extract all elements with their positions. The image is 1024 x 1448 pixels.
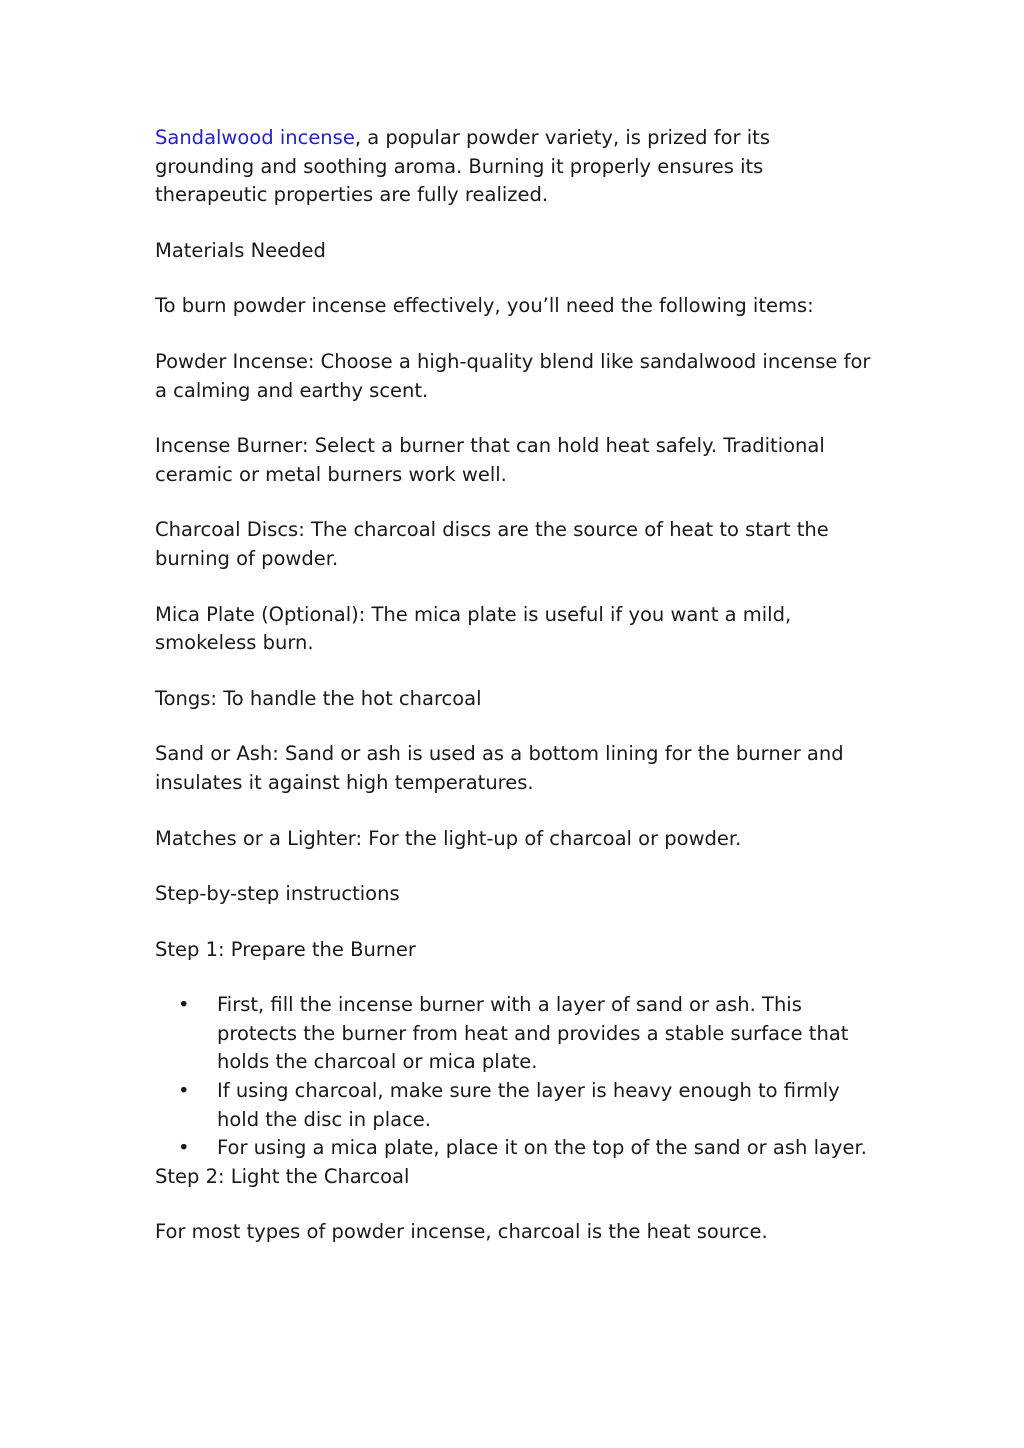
material-term: Tongs: xyxy=(155,686,217,710)
materials-intro: To burn powder incense effectively, you’ll need the following items: xyxy=(155,294,814,318)
material-item-sand-or-ash xyxy=(155,740,875,797)
material-item-charcoal-discs xyxy=(155,516,875,573)
document-body xyxy=(155,124,875,1274)
material-item-mica-plate xyxy=(155,601,875,658)
materials-heading: Materials Needed xyxy=(155,238,326,262)
material-text: To handle the hot charcoal xyxy=(217,686,482,710)
intro-paragraph xyxy=(155,124,875,210)
material-term: Matches or a Lighter: xyxy=(155,826,363,850)
material-item-matches-or-lighter xyxy=(155,825,875,854)
material-term: Mica Plate (Optional): xyxy=(155,602,366,626)
material-term: Charcoal Discs: xyxy=(155,518,305,542)
list-item: • For using a mica plate, place it on the top of the sand or ash layer. xyxy=(209,1134,875,1163)
material-text: The charcoal discs are the source of heat to start the burning of powder. xyxy=(155,518,829,570)
material-term: Incense Burner: xyxy=(155,434,309,458)
step1-bullet-list xyxy=(155,991,875,1163)
material-term: Powder Incense: xyxy=(155,349,315,373)
material-text: The mica plate is useful if you want a mild, smokeless burn. xyxy=(155,602,792,655)
step1-heading: Step 1: Prepare the Burner xyxy=(155,937,416,961)
list-item: • If using charcoal, make sure the layer is heavy enough to firmly hold the disc in place. xyxy=(209,1077,875,1134)
sandalwood-incense-link[interactable]: Sandalwood incense xyxy=(155,126,355,149)
instructions-heading: Step-by-step instructions xyxy=(155,882,400,906)
intro-text: , a popular powder variety, is prized for its grounding and soothing aroma. Burning it properly ensures its therapeutic properties are fully realized. xyxy=(155,126,770,207)
material-item-tongs xyxy=(155,685,875,714)
material-item-powder-incense xyxy=(155,348,875,405)
material-text: Choose a high-quality blend like sandalwood incense for a calming and earthy scent. xyxy=(155,349,871,402)
list-item: • First, fill the incense burner with a layer of sand or ash. This protects the burner from heat and provides a stable surface that holds the charcoal or mica plate. xyxy=(209,991,875,1077)
material-term: Sand or Ash: xyxy=(155,742,279,766)
material-item-incense-burner xyxy=(155,432,875,489)
material-text: Select a burner that can hold heat safely. Traditional ceramic or metal burners work well. xyxy=(155,434,825,486)
material-text: For the light-up of charcoal or powder. xyxy=(362,826,742,850)
material-text: Sand or ash is used as a bottom lining for the burner and insulates it against high temperatures. xyxy=(155,742,844,794)
step2-text: For most types of powder incense, charcoal is the heat source. xyxy=(155,1220,768,1244)
step2-heading: Step 2: Light the Charcoal xyxy=(155,1164,410,1188)
